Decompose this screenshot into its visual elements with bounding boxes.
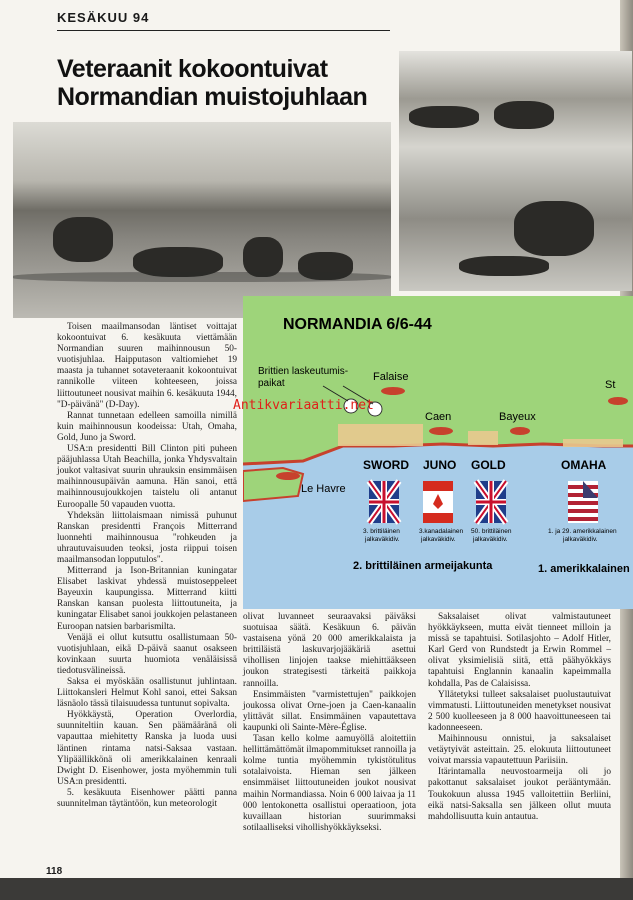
unit-4-line-1: 1. ja 29. amerikkalainen [548,528,617,535]
unit-1-line-1: 3. brittiläinen [363,528,400,535]
town-bayeux: Bayeux [499,411,536,423]
le-havre-marker [276,472,300,480]
watermark: Antikvariaatti.net [233,398,374,413]
army-british: 2. brittiläinen armeijakunta [353,560,493,572]
paragraph: USA:n presidentti Bill Clinton piti puheen pääjuhlassa Utah Beachilla, jonka Yhdysvaltain joukot valtasivat suurin uhrauksin ensimmäisen maihinnousupäivän aamuna. Hän sanoi, että maihinnousujoukkojen taistelu oli antanut Euroopalle 50 vapauden vuotta. [57,444,237,510]
paragraph: Maihinnousu onnistui, ja saksalaiset vetäytyivät asteittain. 25. elokuuta liittoutuneet voivat marssia vapautettuun Pariisiin. [428,734,611,767]
sword-juno-zone [338,424,423,446]
uk-flag-icon [369,481,399,523]
section-header: KESÄKUU 94 [57,10,150,25]
unit-3-line-1: 50. brittiläinen [471,528,512,535]
paragraph: Venäjä ei ollut kutsuttu osallistumaan 50-vuotisjuhlaan, eikä D-päivä saanut osakseen kovinkaan suurta huomiota venäläisissä tiedotusvälineissä. [57,632,237,676]
shoreline [13,272,391,282]
paragraph: Yllätetyksi tulleet saksalaiset puolustautuivat vimmatusti. Liittoutuneiden menetykset nousivat 2 500 kuolleeseen ja 8 000 haavoittuneeseen tai kadonneeseen. [428,689,611,733]
text-column-1 [57,322,237,810]
beach-gold: GOLD [471,458,506,472]
unit-1-line-2: jalkaväkidiv. [365,536,400,543]
paragraph: Saksalaiset olivat valmistautuneet hyökkäykseen, mutta eivät tienneet milloin ja missä se tapahtuisi. Sotilasjohto – Adolf Hitler, Karl Gerd von Rundstedt ja Erwin Rommel – olivat yksimielisiä siitä, että päähyökkäys tapahtuisi Englannin kanaalin kapeimmalla kohdalla, Pas de Calaisissa. [428,612,611,689]
paragraph: Itärintamalla neuvostoarmeija oli jo pakottanut saksalaiset joukot perääntymään. Toukokuun alussa 1945 valloitettiin Berliini, eikä natsi-Saksalla sen jälkeen ollut muuta mahdollisuutta kuin antautua. [428,767,611,822]
st-marker [608,397,628,405]
paragraph: 5. kesäkuuta Eisenhower päätti panna suunnitelman täytäntöön, kun meteorologit [57,787,237,810]
paragraph: Rannat tunnetaan edelleen samoilla nimillä kuin maihinnousun koodeissa: Utah, Omaha, Gold, Juno ja Sword. [57,410,237,443]
soldier-in-water [459,256,549,276]
paragraph: Tasan kello kolme aamuyöllä aloitettiin hellittämättömät ilmapommitukset rannoilla ja kolme tuntia myöhemmin tykistötulitus sotalaivoista. Hieman sen jälkeen ensimmäiset liittoutuneiden joukot nousivat maihin Normandiassa. Noin 6 000 laivaa ja 11 000 lentokonetta osallistui operaatioon, jota kuvaillaan historian suurimmaksi sotilaalliseksi vihollishyökkäykseksi. [243,734,416,833]
unit-2-line-1: 3.kanadalainen [419,528,464,535]
town-falaise: Falaise [373,371,409,383]
airborne-label-2: paikat [258,378,285,389]
bayeux-marker [510,427,530,435]
text-column-3 [428,612,611,823]
obstacle [494,101,554,129]
paragraph: Mitterrand ja Ison-Britannian kuningatar Elisabet laskivat yhdessä muistoseppeleet Bayeuxin kaupungissa. Mitterrand kiitti Ranskan kansan puolesta liittoutuneita, ja kuningatar Elisabet sanoi joukkojen pelastaneen Euroopan natsien barbarismilta. [57,566,237,632]
soldier-figure [243,237,283,277]
paragraph: olivat luvanneet seuraavaksi päiväksi suotuisaa säätä. Kesäkuun 6. päivän vastaisena yönä 20 000 amerikkalaista ja brittiläistä laskuvarjojääkäriä asettui vihollisen linjojen taakse miehittääkseen joukon strategisesti tärkeitä paikkoja rannoilla. [243,612,416,689]
title-line-1: Veteraanit kokoontuivat [57,55,328,83]
paragraph: Saksa ei myöskään osallistunut juhlintaan. Liittokansleri Helmut Kohl sanoi, ettei Saksan läsnäolo tässä tilaisuudessa tuntunut sopivalta. [57,677,237,710]
omaha-zone [563,439,623,447]
title-line-2: Normandian muistojuhlaan [57,83,368,111]
falaise-marker [381,387,405,395]
text-column-2 [243,612,416,834]
gold-zone [468,431,498,445]
normandy-map [243,296,633,609]
obstacle [409,106,479,128]
unit-4-line-2: jalkaväkidiv. [563,536,598,543]
beach-juno: JUNO [423,458,457,472]
beach-omaha: OMAHA [561,458,607,472]
beach-sword: SWORD [363,458,409,472]
caen-marker [429,427,453,435]
header-rule [57,30,390,31]
article-title [57,55,397,111]
beach-landing-photo [13,122,391,318]
airborne-label-1: Brittien laskeutumis- [258,366,349,377]
map-title: NORMANDIA 6/6-44 [283,316,432,333]
soldiers-in-water-photo [399,51,632,291]
bottom-strip [0,878,633,900]
paragraph: Ensimmäisten "varmistettujen" paikkojen joukossa olivat Orne-joen ja Caen-kanaalin ylittävät sillat. Ensimmäinen vapautettava kaupunki oli Sainte-Mère-Église. [243,689,416,733]
page-number: 118 [46,866,63,877]
army-american: 1. amerikkalainen [538,563,630,575]
landing-craft [53,217,113,262]
canada-flag-icon [423,481,453,523]
us-flag-icon [568,481,598,523]
unit-2-line-2: jalkaväkidiv. [421,536,456,543]
town-le-havre: Le Havre [301,483,346,495]
town-caen: Caen [425,411,452,423]
map-svg [243,296,633,609]
uk-flag-icon [476,481,506,523]
soldier-in-water [514,201,594,256]
paragraph: Yhdeksän liittolaismaan nimissä puhunut Ranskan presidentti François Mitterrand luonnehti maihinnousua "rohkeuden ja uhrautuvaisuuden teoksi, josta riippui toisen maailmansodan lopputulos". [57,510,237,565]
unit-3-line-2: jalkaväkidiv. [473,536,508,543]
town-st: St [605,379,616,391]
paragraph: Hyökkäystä, Operation Overlordia, suunniteltiin kauan. Sen päämääränä oli vapauttaa miehitetty Ranska ja luoda uusi läntinen rintama natsi-Saksaa vastaan. Ylipäällikkönä oli amerikkalainen kenraali Dwight D. Eisenhower, josta myöhemmin tuli USA:n presidentti. [57,710,237,787]
paragraph: Toisen maailmansodan läntiset voittajat kokoontuivat 6. kesäkuuta viettämään Normandian suuren maihinnousun 50-vuotisjuhlaa. Haipputason valtiomiehet 19 maasta ja tuhannet sotaveteraanit kokoontuivat rannikolle viiteen kohteeseen, joissa liittoutuneet nousivat maihin 6. kesäkuuta 1944, "D-päivänä" (D-Day). [57,322,237,410]
